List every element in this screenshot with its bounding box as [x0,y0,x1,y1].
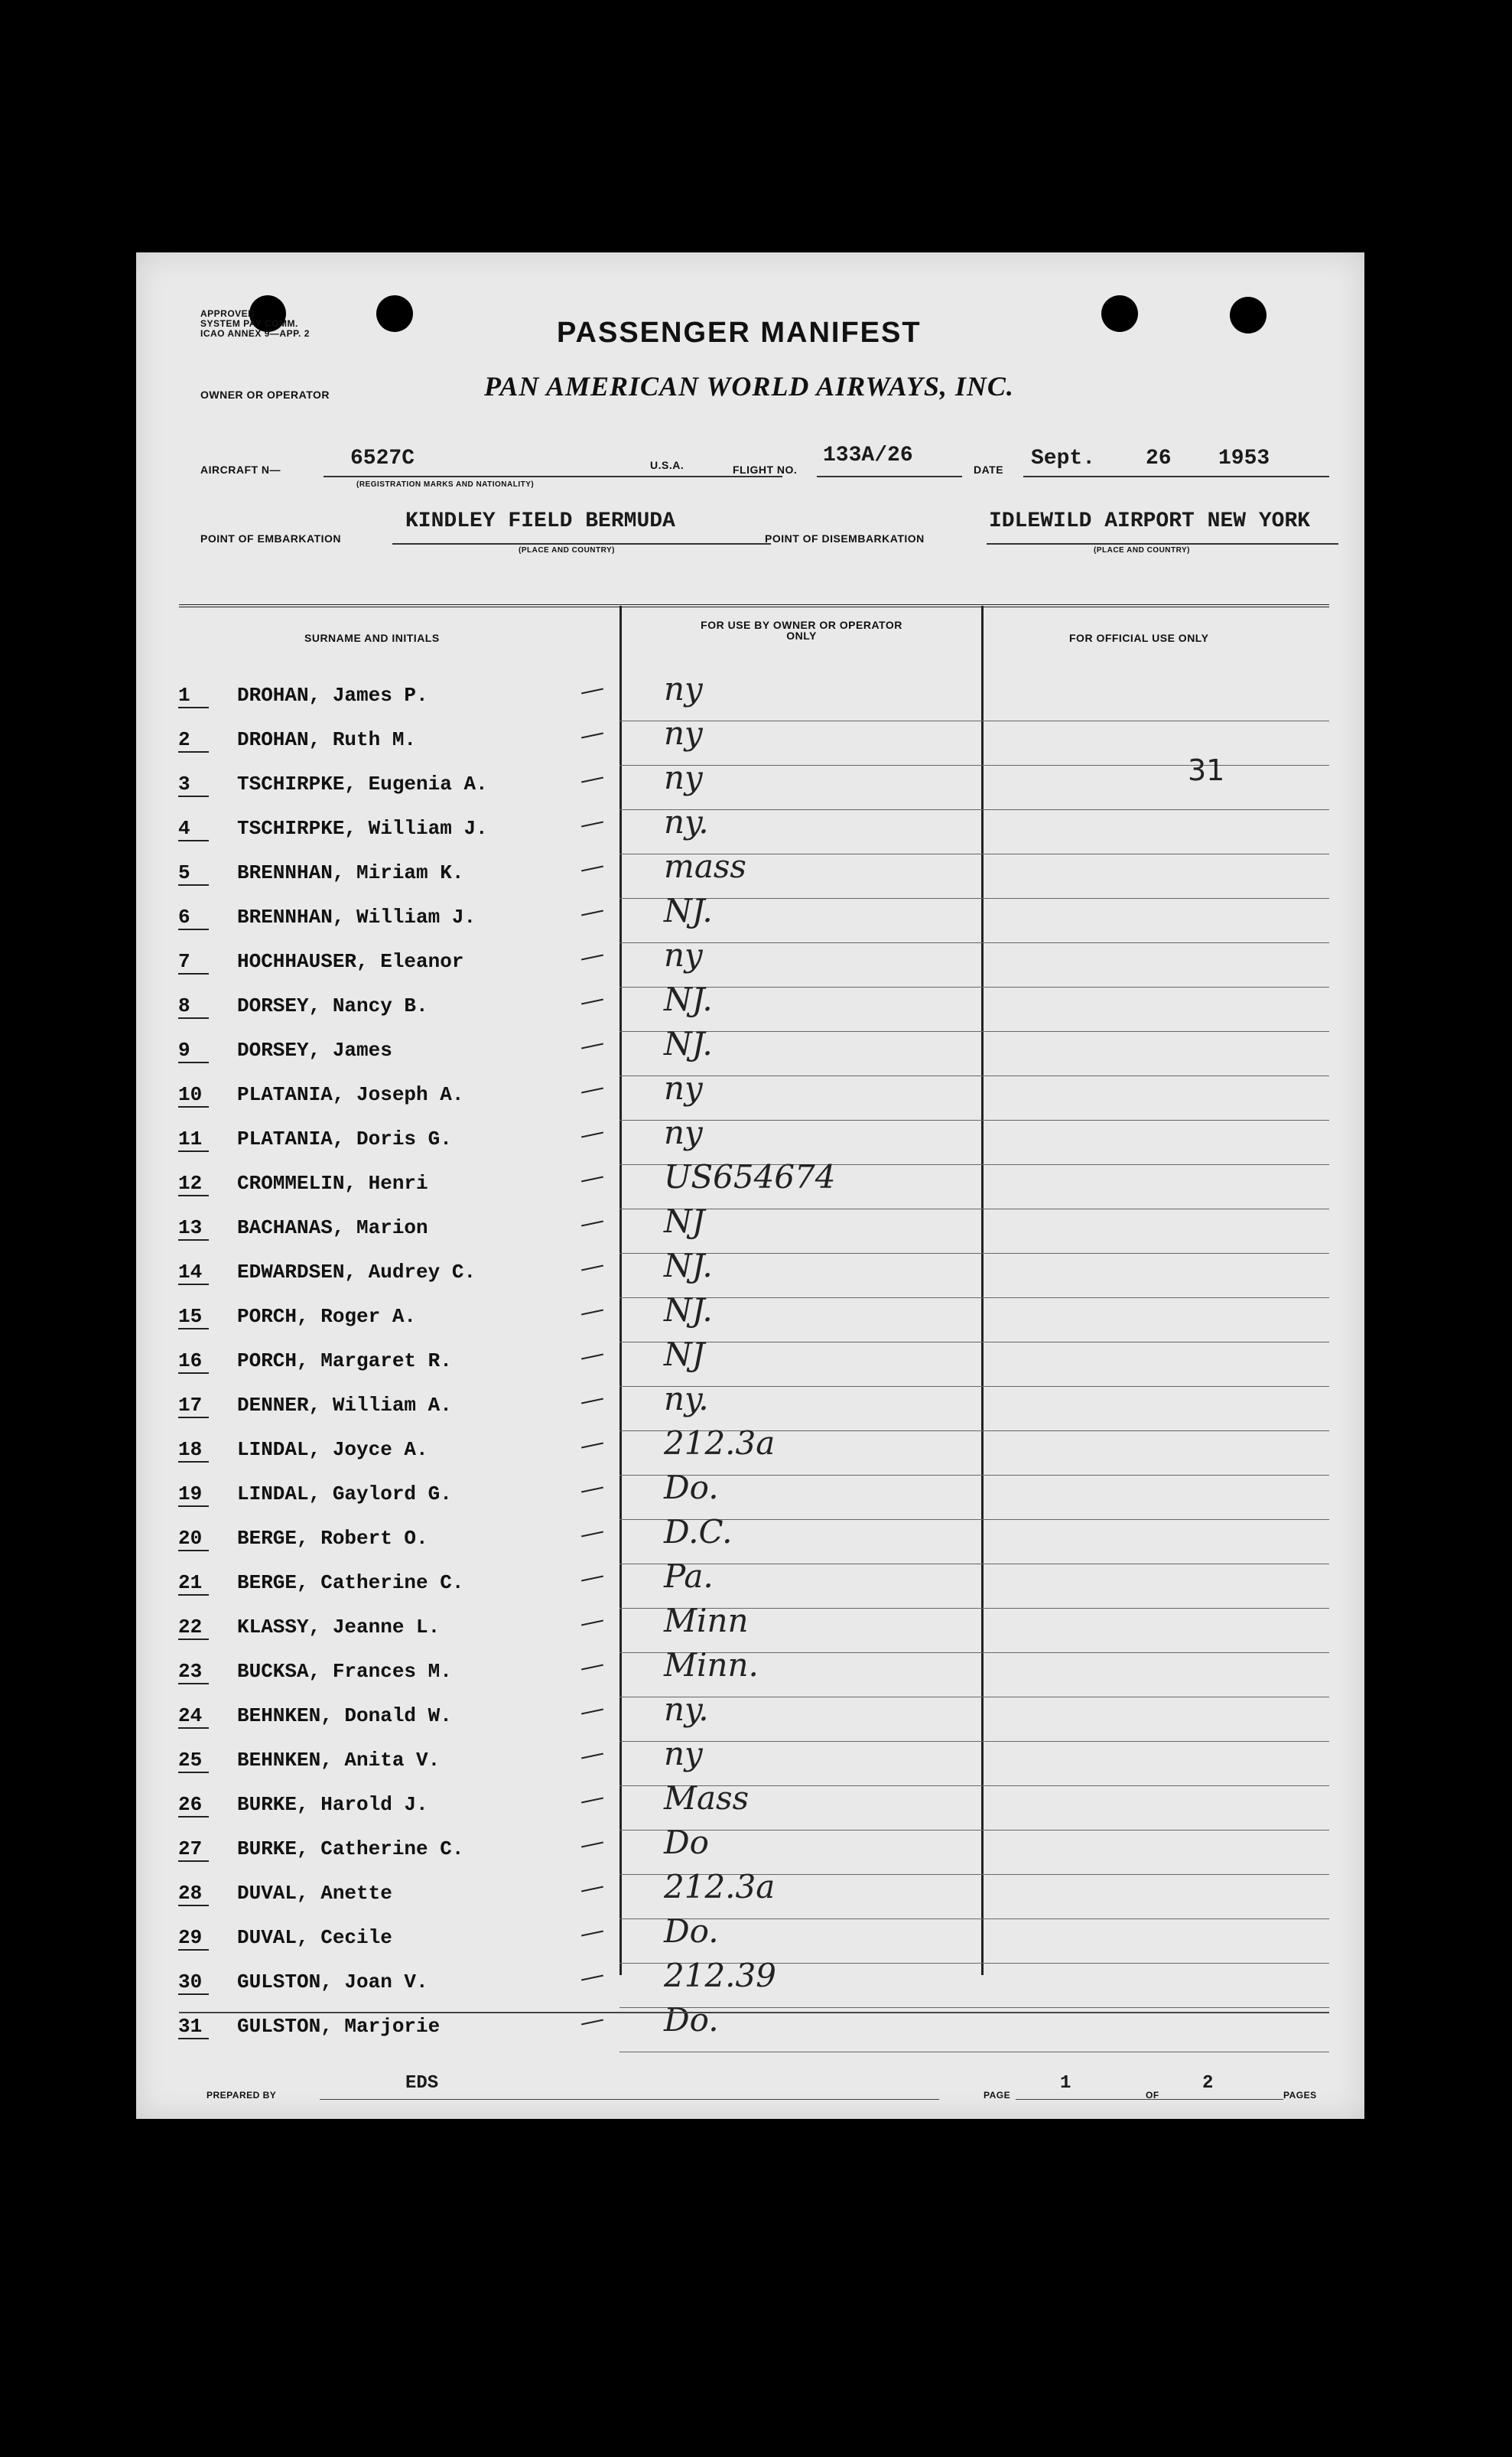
aircraft-label: AIRCRAFT N— [200,464,281,476]
row-number: 13 [178,1216,209,1241]
column-header-official-use: FOR OFFICIAL USE ONLY [1069,632,1209,644]
row-number: 31 [178,2015,209,2039]
passenger-name: DORSEY, Nancy B. [237,994,428,1017]
row-number: 23 [178,1660,209,1684]
check-mark: — [577,1959,607,1993]
check-mark: — [577,761,607,795]
row-rule [619,987,1329,988]
manifest-sheet [136,252,1364,2119]
row-rule [619,1918,1329,1919]
passenger-name: DORSEY, James [237,1039,392,1062]
handwritten-entry: Do [664,1824,709,1861]
handwritten-entry: ny. [664,803,709,841]
flight-label: FLIGHT NO. [733,464,798,476]
passenger-name: GULSTON, Marjorie [237,2015,441,2038]
row-number: 20 [178,1527,209,1551]
table-row [136,848,1364,900]
row-rule [619,809,1329,810]
table-row [136,1247,1364,1299]
airline-name: PAN AMERICAN WORLD AIRWAYS, INC. [484,371,1014,402]
check-mark: — [577,1160,607,1194]
handwritten-entry: Minn [664,1602,749,1639]
check-mark: — [577,672,607,706]
column-header-surname: SURNAME AND INITIALS [304,632,440,644]
handwritten-entry: ny [664,759,703,796]
row-number: 29 [178,1926,209,1951]
passenger-name: TSCHIRPKE, Eugenia A. [237,773,488,796]
passenger-name: GULSTON, Joan V. [237,1970,428,1993]
row-number: 8 [178,994,209,1019]
handwritten-entry: 212.3a [664,1424,776,1462]
row-number: 18 [178,1438,209,1463]
row-number: 30 [178,1970,209,1995]
handwritten-entry: Do. [664,1469,719,1506]
handwritten-entry: ny. [664,1691,709,1728]
check-mark: — [577,1870,607,1904]
check-mark: — [577,1072,607,1105]
date-day: 26 [1146,447,1172,470]
check-mark: — [577,1205,607,1238]
handwritten-entry: NJ [664,1336,705,1373]
stamp-line: ICAO ANNEX 9—APP. 2 [200,328,310,339]
table-row [136,981,1364,1033]
row-rule [619,1386,1329,1387]
disembarkation-label: POINT OF DISEMBARKATION [765,532,925,545]
table-row [136,803,1364,855]
page-total: 2 [1202,2073,1214,2094]
passenger-name: PORCH, Roger A. [237,1305,417,1328]
aircraft-registration: 6527C [350,447,415,470]
official-note: 31 [1188,753,1225,787]
handwritten-entry: NJ. [664,892,713,929]
handwritten-entry: NJ. [664,1247,713,1284]
passenger-name: BEHNKEN, Anita V. [237,1749,441,1772]
handwritten-entry: ny [664,1069,703,1107]
handwritten-entry: 212.3a [664,1868,776,1905]
date-month: Sept. [1031,447,1096,470]
passenger-name: LINDAL, Gaylord G. [237,1482,452,1505]
check-mark: — [577,1693,607,1726]
passenger-list [136,252,1364,2119]
check-mark: — [577,939,607,972]
form-title: PASSENGER MANIFEST [557,317,922,349]
of-label: OF [1146,2090,1159,2101]
row-number: 16 [178,1349,209,1374]
passenger-name: DUVAL, Cecile [237,1926,392,1949]
table-row [136,1202,1364,1255]
passenger-name: PORCH, Margaret R. [237,1349,452,1372]
passenger-name: DROHAN, Ruth M. [237,728,417,751]
passenger-name: KLASSY, Jeanne L. [237,1616,441,1639]
table-row [136,1868,1364,1920]
handwritten-entry: NJ. [664,981,713,1018]
table-row [136,1691,1364,1743]
row-number: 2 [178,728,209,753]
handwritten-entry: US654674 [664,1158,836,1196]
passenger-name: BUCKSA, Frances M. [237,1660,452,1683]
passenger-name: BURKE, Harold J. [237,1793,428,1816]
row-rule [619,1830,1329,1831]
check-mark: — [577,1604,607,1638]
handwritten-entry: ny [664,1114,703,1151]
row-number: 12 [178,1172,209,1196]
row-number: 15 [178,1305,209,1329]
table-row [136,1557,1364,1609]
embarkation-place: KINDLEY FIELD BERMUDA [405,509,675,533]
row-number: 25 [178,1749,209,1773]
handwritten-entry: D.C. [664,1513,733,1551]
check-mark: — [577,894,607,928]
passenger-name: PLATANIA, Doris G. [237,1128,452,1150]
row-number: 3 [178,773,209,797]
row-number: 21 [178,1571,209,1596]
passenger-name: BURKE, Catherine C. [237,1837,464,1860]
date-year: 1953 [1218,447,1270,470]
check-mark: — [577,1782,607,1815]
passenger-name: BRENNHAN, Miriam K. [237,861,464,884]
row-number: 1 [178,684,209,708]
passenger-name: TSCHIRPKE, William J. [237,817,488,840]
row-number: 4 [178,817,209,841]
row-rule [619,1297,1329,1298]
check-mark: — [577,1560,607,1593]
row-rule [619,942,1329,943]
row-rule [619,1253,1329,1254]
column-header-owner-use: FOR USE BY OWNER OR OPERATOR ONLY [701,619,902,642]
handwritten-entry: NJ [664,1202,705,1240]
handwritten-entry: Mass [664,1779,749,1817]
row-number: 14 [178,1261,209,1285]
row-number: 11 [178,1128,209,1152]
passenger-name: BRENNHAN, William J. [237,906,476,929]
passenger-name: DENNER, William A. [237,1394,452,1417]
check-mark: — [577,1515,607,1549]
passenger-name: DROHAN, James P. [237,684,428,707]
disembarkation-place: IDLEWILD AIRPORT NEW YORK [989,509,1311,533]
country-label: U.S.A. [650,459,684,471]
owner-label: OWNER OR OPERATOR [200,389,330,401]
table-row [136,936,1364,988]
check-mark: — [577,1027,607,1061]
handwritten-entry: ny [664,714,703,752]
row-number: 19 [178,1482,209,1507]
prepared-label: PREPARED BY [206,2090,277,2101]
check-mark: — [577,1382,607,1416]
flight-number: 133A/26 [823,444,913,467]
passenger-name: EDWARDSEN, Audrey C. [237,1261,476,1284]
row-number: 5 [178,861,209,886]
check-mark: — [577,1737,607,1771]
row-rule [619,1031,1329,1032]
handwritten-entry: Do. [664,1912,719,1950]
stamp-line: APPROVED [200,308,255,319]
table-row [136,1957,1364,2009]
row-rule [619,1475,1329,1476]
passenger-name: CROMMELIN, Henri [237,1172,428,1195]
passenger-name: BERGE, Robert O. [237,1527,428,1550]
handwritten-entry: NJ. [664,1291,713,1329]
handwritten-entry: ny [664,670,703,708]
passenger-name: PLATANIA, Joseph A. [237,1083,464,1106]
row-number: 27 [178,1837,209,1862]
handwritten-entry: Do. [664,2001,719,2039]
row-number: 7 [178,950,209,975]
handwritten-entry: Minn. [664,1646,759,1684]
row-number: 17 [178,1394,209,1418]
table-row [136,1513,1364,1565]
row-rule [619,1120,1329,1121]
row-rule [619,898,1329,899]
row-rule [619,1741,1329,1742]
row-number: 6 [178,906,209,930]
check-mark: — [577,1915,607,1948]
passenger-name: LINDAL, Joyce A. [237,1438,428,1461]
page-number: 1 [1060,2073,1071,2094]
handwritten-entry: Pa. [664,1557,714,1595]
check-mark: — [577,983,607,1017]
table-row [136,1424,1364,1476]
disembarkation-sublabel: (PLACE AND COUNTRY) [1094,546,1190,555]
table-row [136,1025,1364,1077]
handwritten-entry: ny [664,1735,703,1772]
check-mark: — [577,1826,607,1860]
check-mark: — [577,2003,607,2037]
table-row [136,670,1364,722]
pages-label: PAGES [1283,2090,1317,2101]
prepared-by: EDS [405,2073,439,2094]
embarkation-sublabel: (PLACE AND COUNTRY) [519,546,615,555]
table-row [136,892,1364,944]
check-mark: — [577,1427,607,1460]
row-number: 28 [178,1882,209,1906]
passenger-name: BACHANAS, Marion [237,1216,428,1239]
row-number: 10 [178,1083,209,1108]
handwritten-entry: 212.39 [664,1957,776,1994]
table-row [136,1735,1364,1787]
table-row [136,1336,1364,1388]
passenger-name: HOCHHAUSER, Eleanor [237,950,464,973]
check-mark: — [577,1648,607,1682]
check-mark: — [577,1116,607,1150]
aircraft-sublabel: (REGISTRATION MARKS AND NATIONALITY) [356,480,535,489]
stamp-line: SYSTEM PAY COMM. [200,318,298,329]
table-row [136,1779,1364,1831]
row-rule [619,2007,1329,2008]
date-label: DATE [974,464,1004,476]
table-row [136,1069,1364,1121]
table-row [136,1291,1364,1343]
passenger-name: DUVAL, Anette [237,1882,392,1905]
table-row [136,1158,1364,1210]
check-mark: — [577,1471,607,1505]
embarkation-label: POINT OF EMBARKATION [200,532,341,545]
passenger-name: BERGE, Catherine C. [237,1571,464,1594]
row-number: 22 [178,1616,209,1640]
handwritten-entry: ny. [664,1380,709,1417]
check-mark: — [577,717,607,750]
table-row [136,1469,1364,1521]
footer-rule [179,2012,1329,2013]
row-number: 24 [178,1704,209,1729]
check-mark: — [577,805,607,839]
row-number: 26 [178,1793,209,1818]
check-mark: — [577,1338,607,1372]
passenger-name: BEHNKEN, Donald W. [237,1704,452,1727]
row-number: 9 [178,1039,209,1063]
page-label: PAGE [984,2090,1011,2101]
table-row [136,2001,1364,2053]
table-row [136,714,1364,766]
check-mark: — [577,1249,607,1283]
handwritten-entry: NJ. [664,1025,713,1063]
check-mark: — [577,1294,607,1327]
table-row [136,1646,1364,1698]
handwritten-entry: mass [664,848,746,885]
handwritten-entry: ny [664,936,703,974]
check-mark: — [577,850,607,884]
table-row [136,759,1364,811]
